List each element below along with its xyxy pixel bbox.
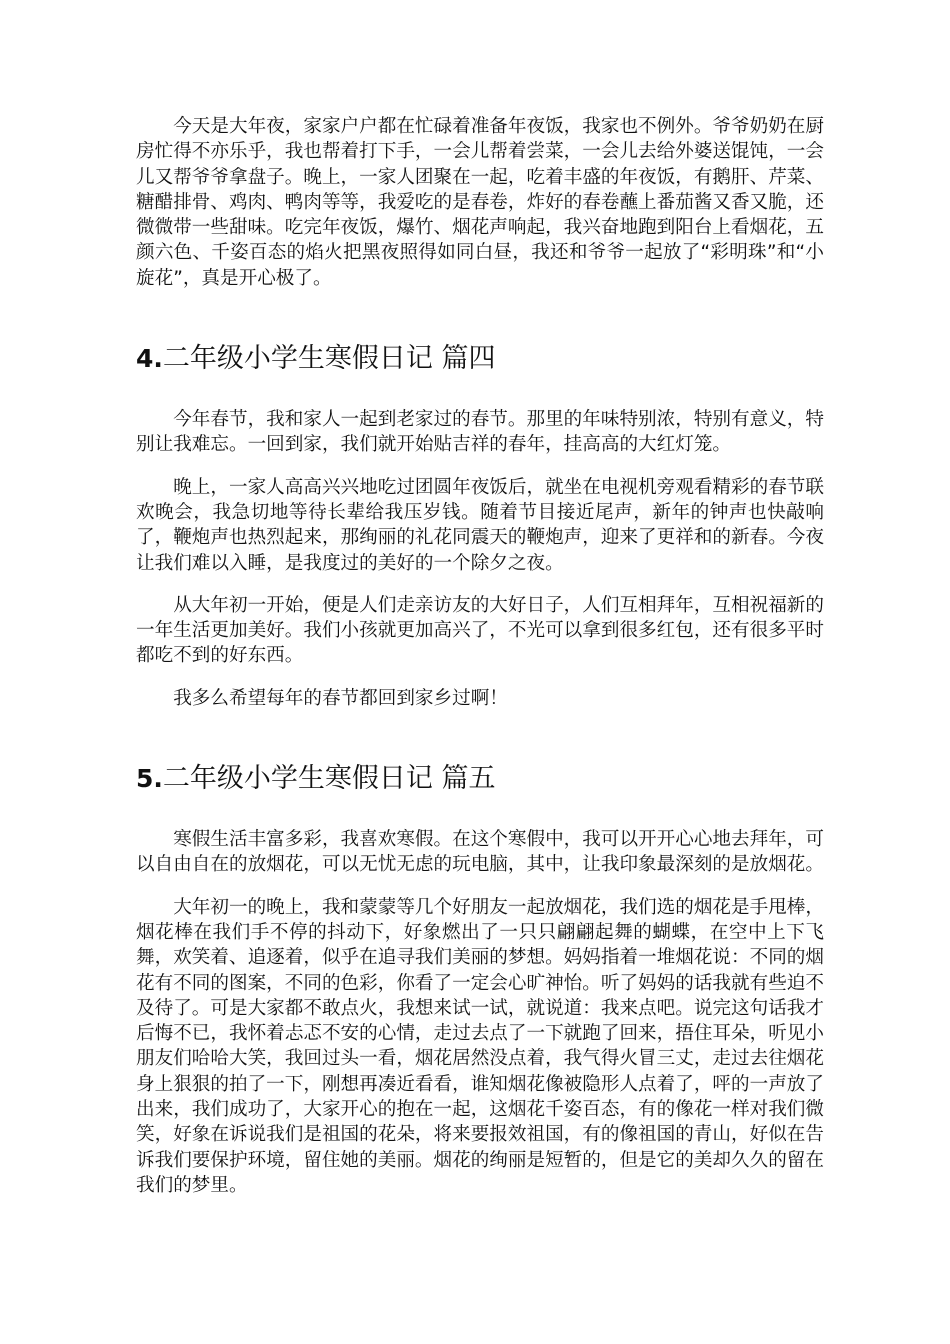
section4-number: 4. bbox=[136, 344, 163, 374]
section5-number: 5. bbox=[136, 764, 163, 794]
section5-title: 二年级小学生寒假日记 篇五 bbox=[162, 763, 496, 795]
section3-paragraph-1: 今天是大年夜，家家户户都在忙碌着准备年夜饭，我家也不例外。爷爷奶奶在厨房忙得不亦乐乎，我也帮着打下手，一会儿帮着尝菜，一会儿去给外婆送馄饨，一会儿又帮爷爷拿盘子。晚上，一家人团聚在一起，吃着丰盛的年夜饭，有鹅肝、芹菜、糖醋排骨、鸡肉、鸭肉等等，我爱吃的是春卷，炸好的春卷蘸上番茄酱又香又脆，还微微带一些甜味。吃完年夜饭，爆竹、烟花声响起，我兴奋地跑到阳台上看烟花，五颜六色、千姿百态的焰火把黑夜照得如同白昼，我还和爷爷一起放了“彩明珠”和“小旋花”，真是开心极了。 bbox=[136, 116, 824, 289]
section4-paragraph-2: 晚上，一家人高高兴兴地吃过团圆年夜饭后，就坐在电视机旁观看精彩的春节联欢晚会，我急切地等待长辈给我压岁钱。随着节目接近尾声，新年的钟声也快敲响了，鞭炮声也热烈起来，那绚丽的礼花同震天的鞭炮声，迎来了更祥和的新春。今夜让我们难以入睡，是我度过的美好的一个除夕之夜。 bbox=[136, 476, 824, 574]
section4-paragraph-3: 从大年初一开始，便是人们走亲访友的大好日子，人们互相拜年，互相祝福新的一年生活更加美好。我们小孩就更加高兴了，不光可以拿到很多红包，还有很多平时都吃不到的好东西。 bbox=[136, 594, 824, 667]
section4-paragraph-4: 我多么希望每年的春节都回到家乡过啊！ bbox=[173, 687, 508, 709]
document-body bbox=[136, 114, 824, 1198]
section5-paragraph-2: 大年初一的晚上，我和蒙蒙等几个好朋友一起放烟花，我们选的烟花是手甩棒，烟花棒在我们手不停的抖动下，好象燃出了一只只翩翩起舞的蝴蝶，在空中上下飞舞，欢笑着、追逐着，似乎在追寻我们美丽的梦想。妈妈指着一堆烟花说：不同的烟花有不同的图案，不同的色彩，你看了一定会心旷神怡。听了妈妈的话我就有些迫不及待了。可是大家都不敢点火，我想来试一试，就说道：我来点吧。说完这句话我才后悔不已，我怀着忐忑不安的心情，走过去点了一下就跑了回来，捂住耳朵，听见小朋友们哈哈大笑，我回过头一看，烟花居然没点着，我气得火冒三丈，走过去往烟花身上狠狠的拍了一下，刚想再凑近看看，谁知烟花像被隐形人点着了，呯的一声放了出来，我们成功了，大家开心的抱在一起，这烟花千姿百态，有的像花一样对我们微笑，好象在诉说我们是祖国的花朵，将来要报效祖国，有的像祖国的青山，好似在告诉我们要保护环境，留住她的美丽。烟花的绚丽是短暂的，但是它的美却久久的留在我们的梦里。 bbox=[136, 896, 824, 1196]
section4-heading bbox=[136, 341, 824, 377]
section5-paragraph-1: 寒假生活丰富多彩，我喜欢寒假。在这个寒假中，我可以开开心心地去拜年，可以自由自在的放烟花，可以无忧无虑的玩电脑，其中，让我印象最深刻的是放烟花。 bbox=[136, 829, 824, 876]
section5-heading bbox=[136, 761, 824, 797]
section4-paragraph-1: 今年春节，我和家人一起到老家过的春节。那里的年味特别浓，特别有意义，特别让我难忘。一回到家，我们就开始贴吉祥的春年，挂高高的大红灯笼。 bbox=[136, 409, 824, 456]
section4-title: 二年级小学生寒假日记 篇四 bbox=[162, 343, 496, 375]
